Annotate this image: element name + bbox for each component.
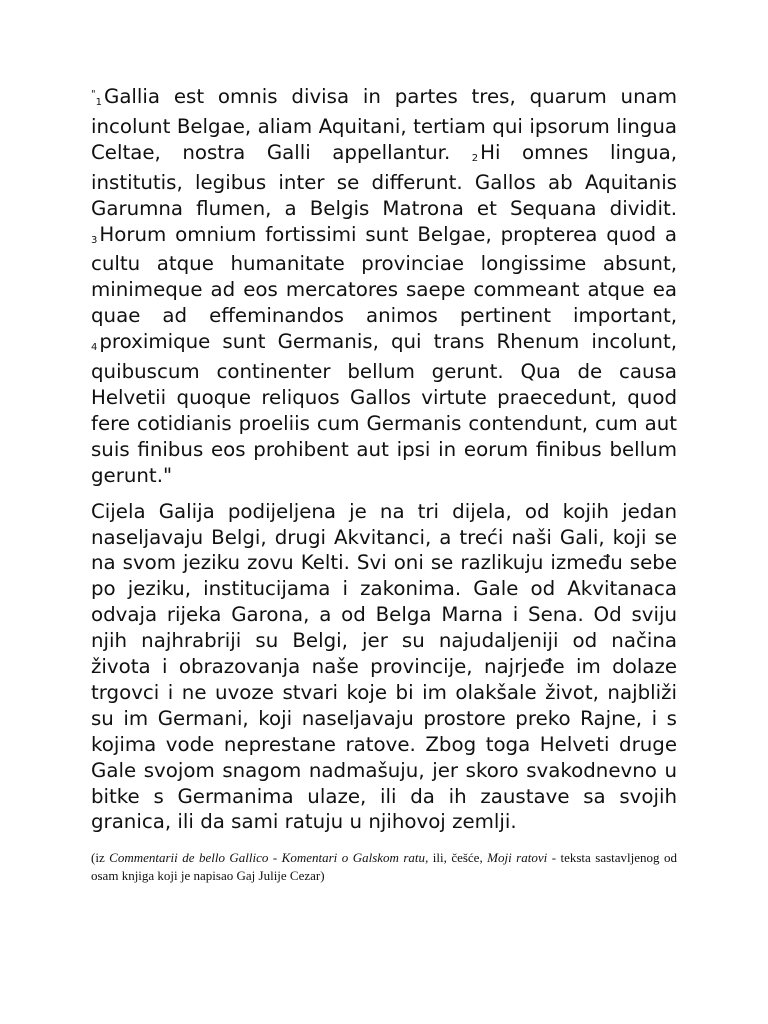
latin-sentence-2: Hi omnes lingua, institutis, legibus inter se differunt. Gallos ab Aquitanis Garumna flumen, a Belgis Matrona et Sequana dividit. [91, 140, 677, 220]
caption-prefix: (iz [91, 850, 110, 866]
latin-sentence-4: proximique sunt Germanis, qui trans Rhenum incolunt, quibuscum continenter bellum gerunt. Qua de causa Helvetii quoque reliquos Gallos virtute praecedunt, quod fere cotidianis proeliis cum Germanis contendunt, cum aut suis finibus eos prohibent aut ipsi in eorum finibus bellum gerunt." [91, 330, 677, 487]
opening-quote: " [91, 89, 96, 100]
caption-suffix: - teksta sastavljenog od osam knjiga koji je napisao Gaj Julije Cezar) [91, 850, 678, 884]
verse-number-3: 3 [91, 234, 98, 246]
latin-sentence-1: Gallia est omnis divisa in partes tres, quarum unam incolunt Belgae, aliam Aquitani, tertiam qui ipsorum lingua Celtae, nostra Galli appellantur. [91, 85, 677, 164]
verse-number-1: 1 [95, 97, 102, 108]
latin-sentence-3: Horum omnium fortissimi sunt Belgae, propterea quod a cultu atque humanitate provinciae longissime absunt, minimeque ad eos mercatores saepe commeant atque ea quae ad effeminandos animos pertinent important, [91, 222, 677, 328]
latin-passage [91, 84, 677, 489]
verse-number-4: 4 [91, 342, 98, 354]
verse-number-2: 2 [471, 152, 479, 164]
caption-work-alt: Moji ratovi [487, 850, 548, 866]
caption-middle: , ili, češće, [425, 850, 488, 866]
source-caption [91, 849, 677, 885]
translation-paragraph: Cijela Galija podijeljena je na tri dijela, od kojih jedan naseljavaju Belgi, drugi Akvitanci, a treći naši Gali, koji se na svom jeziku zovu Kelti. Svi oni se razlikuju između sebe po jeziku, institucijama i zakonima. Gale od Akvitanaca odvaja rijeka Garona, a od Belga Marna i Sena. Od sviju njih najhrabriji su Belgi, jer su najudaljeniji od načina života i obrazovanja naše provincije, najrjeđe im dolaze trgovci i ne uvoze stvari koje bi im olakšale život, najbliži su im Germani, koji naseljavaju prostore preko Rajne, i s kojima vode neprestane ratove. Zbog toga Helveti druge Gale svojom snagom nadmašuju, jer skoro svakodnevno u bitke s Germanima ulaze, ili da ih zaustave sa svojih granica, ili da sami ratuju u njihovoj zemlji. [91, 499, 677, 834]
caption-work-latin: Commentarii de bello Gallico [109, 850, 269, 866]
caption-separator: - [268, 850, 282, 866]
caption-work-local: Komentari o Galskom ratu [281, 850, 426, 866]
